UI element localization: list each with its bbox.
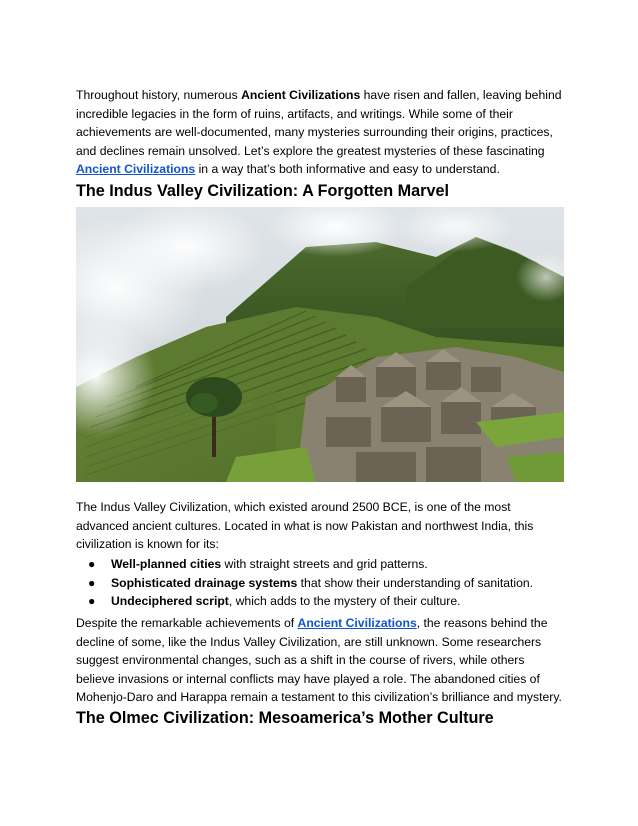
- intro-text-3: in a way that’s both informative and easy to understand.: [195, 162, 500, 176]
- section-heading-olmec: The Olmec Civilization: Mesoamerica’s Mother Culture: [76, 709, 494, 727]
- intro-text-1: Throughout history, numerous: [76, 88, 242, 102]
- ancient-civilizations-link[interactable]: Ancient Civilizations: [297, 616, 417, 630]
- section-heading-indus: The Indus Valley Civilization: A Forgotten Marvel: [76, 182, 449, 200]
- intro-text-2: have risen and fallen, leaving behind incredible legacies in the form of ruins, artifacts, and writings. While some of their achievements are well-documented, many mysteries surrounding their origins, practices, and declines remain unsolved. Let’s explore the greatest mysteries of these fascinating: [76, 88, 562, 158]
- bullet-icon: ●: [88, 594, 96, 608]
- indus-paragraph: The Indus Valley Civilization, which existed around 2500 BCE, is one of the most advanced ancient cultures. Located in what is now Pakistan and northwest India, this civilization is known for its:: [76, 500, 534, 551]
- intro-paragraph: [76, 86, 566, 179]
- bullet-icon: ●: [88, 557, 96, 571]
- feature-list: [76, 555, 566, 611]
- list-item: ● Sophisticated drainage systems that show their understanding of sanitation.: [76, 574, 566, 593]
- decline-paragraph: Despite the remarkable achievements of Ancient Civilizations, the reasons behind the decline of some, like the Indus Valley Civilization, are still unknown. Some researchers suggest environmental changes, such as a shift in the course of rivers, while others believe invasions or internal conflicts may have played a role. The abandoned cities of Mohenjo-Daro and Harappa remain a testament to this civilization’s brilliance and mystery.: [76, 616, 562, 704]
- list-item: ● Undeciphered script, which adds to the mystery of their culture.: [76, 592, 566, 611]
- bullet-icon: ●: [88, 575, 96, 590]
- machu-picchu-photo: [76, 207, 564, 482]
- ancient-civilizations-link[interactable]: Ancient Civilizations: [76, 162, 196, 176]
- list-item: ● Well-planned cities with straight streets and grid patterns.: [76, 555, 566, 574]
- intro-bold-term: Ancient Civilizations: [241, 88, 361, 102]
